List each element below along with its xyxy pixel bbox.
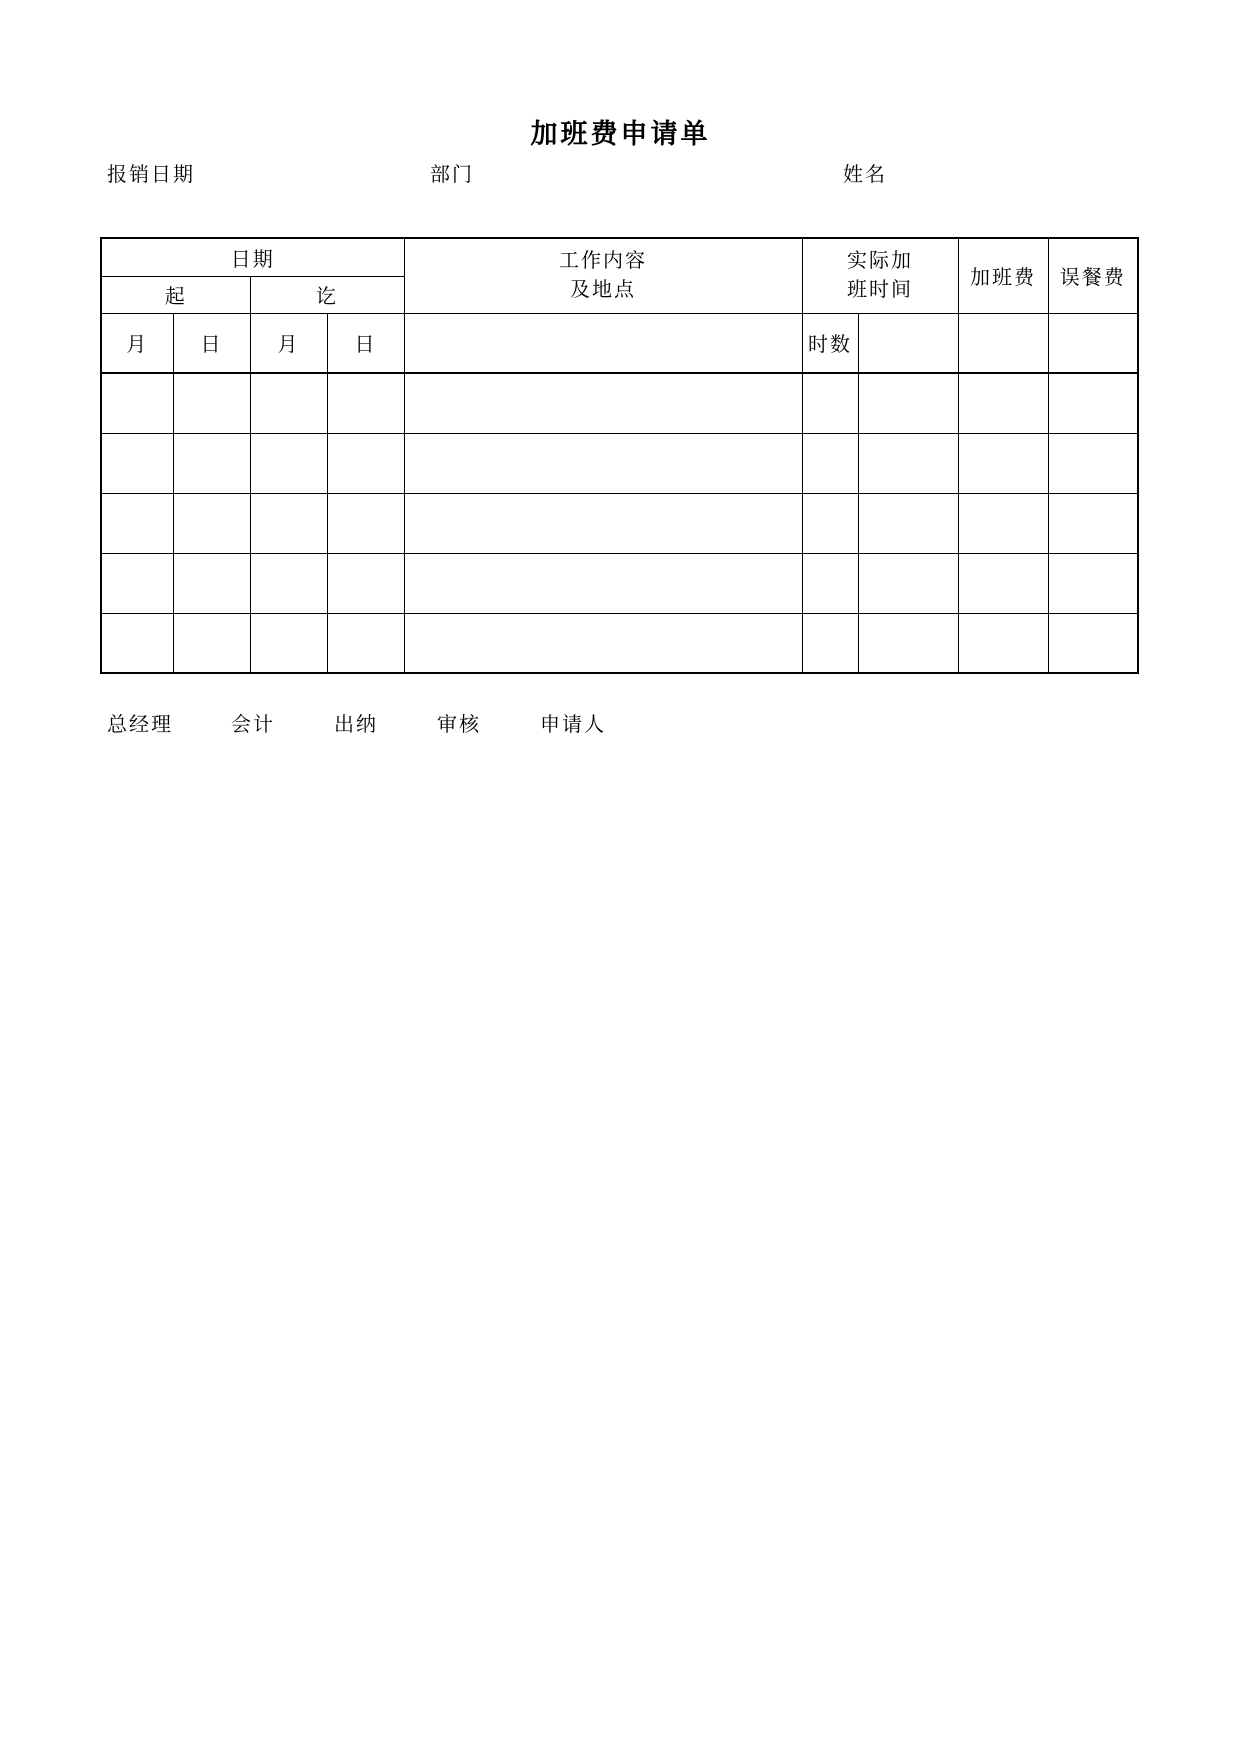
table-row [101,373,1138,433]
empty-cell [250,373,327,433]
empty-cell [327,613,404,673]
actual-overtime-header [802,238,958,313]
empty-cell [858,493,958,553]
empty-cell [802,613,858,673]
table-row [101,553,1138,613]
hours-header: 时数 [802,313,858,373]
empty-cell [1048,373,1138,433]
empty-cell [958,433,1048,493]
general-manager-label: 总经理 [107,714,173,736]
applicant-label: 申请人 [540,714,606,736]
empty-cell [173,553,250,613]
empty-cell [404,613,802,673]
accountant-label: 会计 [231,714,275,736]
empty-cell [173,493,250,553]
end-day-header: 日 [327,313,404,373]
table-body [101,373,1138,673]
start-day-header: 日 [173,313,250,373]
empty-cell [404,553,802,613]
empty-cell [404,433,802,493]
actual-overtime-line2: 班时间 [847,278,913,301]
name-label: 姓名 [843,164,887,186]
start-month-header: 月 [101,313,173,373]
empty-cell [101,613,173,673]
actual-overtime-line1: 实际加 [847,249,913,272]
empty-cell [173,373,250,433]
reimburse-date-label: 报销日期 [107,164,195,186]
empty-cell [101,553,173,613]
empty-cell [958,553,1048,613]
end-header: 讫 [250,276,404,313]
meal-fee-empty-cell [1048,313,1138,373]
page-title: 加班费申请单 [530,119,711,149]
empty-cell [404,373,802,433]
empty-cell [101,493,173,553]
empty-cell [1048,613,1138,673]
empty-cell [802,493,858,553]
work-content-line2: 及地点 [570,278,636,301]
empty-cell [404,493,802,553]
empty-cell [858,613,958,673]
empty-cell [250,613,327,673]
empty-cell [858,373,958,433]
empty-cell [858,433,958,493]
date-group-header: 日期 [101,238,404,276]
empty-cell [802,433,858,493]
work-content-empty-cell [404,313,802,373]
empty-cell [958,493,1048,553]
overtime-form-table [100,237,1139,674]
empty-cell [858,553,958,613]
work-content-header [404,238,802,313]
table-row [101,613,1138,673]
auditor-label: 审核 [437,714,481,736]
empty-cell [802,553,858,613]
start-header: 起 [101,276,250,313]
header-row-1 [101,238,1138,276]
end-month-header: 月 [250,313,327,373]
header-row-3 [101,313,1138,373]
empty-cell [958,613,1048,673]
empty-cell [327,373,404,433]
overtime-pay-empty-cell [958,313,1048,373]
empty-cell [101,433,173,493]
overtime-pay-header: 加班费 [958,238,1048,313]
hours-value-empty-cell [858,313,958,373]
empty-cell [958,373,1048,433]
empty-cell [250,553,327,613]
cashier-label: 出纳 [334,714,378,736]
empty-cell [1048,553,1138,613]
empty-cell [1048,433,1138,493]
table-row [101,493,1138,553]
empty-cell [327,553,404,613]
empty-cell [250,493,327,553]
empty-cell [327,493,404,553]
empty-cell [173,613,250,673]
department-label: 部门 [430,164,474,186]
meal-fee-header: 误餐费 [1048,238,1138,313]
empty-cell [101,373,173,433]
empty-cell [802,373,858,433]
work-content-line1: 工作内容 [559,249,647,272]
empty-cell [1048,493,1138,553]
empty-cell [327,433,404,493]
empty-cell [250,433,327,493]
table-header [101,238,1138,373]
table-row [101,433,1138,493]
empty-cell [173,433,250,493]
